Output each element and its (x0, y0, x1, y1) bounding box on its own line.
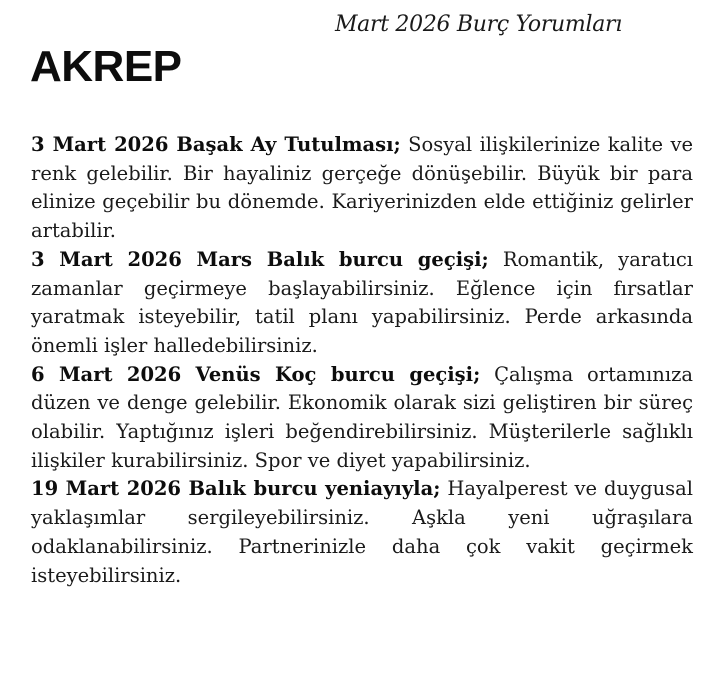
page-header-title: Mart 2026 Burç Yorumları (334, 12, 622, 37)
entry-heading: 19 Mart 2026 Balık burcu yeniayıyla; (31, 477, 441, 501)
horoscope-entry (31, 475, 693, 590)
horoscope-entry (31, 246, 693, 361)
entry-text: Romantik, yaratıcı zamanlar geçirmeye başlayabilirsiniz. Eğlence için fırsatlar yaratmak isteyebilir, tatil planı yapabilirsiniz. Perde arkasında önemli işler halledebilirsiniz. (31, 247, 693, 357)
entry-heading: 3 Mart 2026 Başak Ay Tutulması; (31, 133, 401, 156)
entry-text: Sosyal ilişkilerinize kalite ve renk gelebilir. Bir hayaliniz gerçeğe dönüşebilir. Büyük bir para elinize geçebilir bu dönemde. Kariyerinizden elde ettiğiniz gelirler artabilir. (31, 133, 693, 243)
zodiac-sign-title: AKREP (30, 42, 182, 91)
horoscope-entry (31, 131, 693, 246)
entry-heading: 3 Mart 2026 Mars Balık burcu geçişi; (31, 247, 489, 271)
entry-text: Hayalperest ve duygusal yaklaşımlar sergileyebilirsiniz. Aşkla yeni uğraşılara odaklanabilirsiniz. Partnerinizle daha çok vakit geçirmek isteyebilirsiniz. (31, 477, 694, 587)
horoscope-content (31, 131, 693, 590)
entry-text: Çalışma ortamınıza düzen ve denge gelebilir. Ekonomik olarak sizi geliştiren bir süreç olabilir. Yaptığınız işleri beğendirebilirsiniz. Müşterilerle sağlıklı ilişkiler kurabilirsiniz. Spor ve diyet yapabilirsiniz. (31, 362, 693, 472)
horoscope-entry (31, 361, 693, 476)
entry-heading: 6 Mart 2026 Venüs Koç burcu geçişi; (31, 362, 481, 386)
